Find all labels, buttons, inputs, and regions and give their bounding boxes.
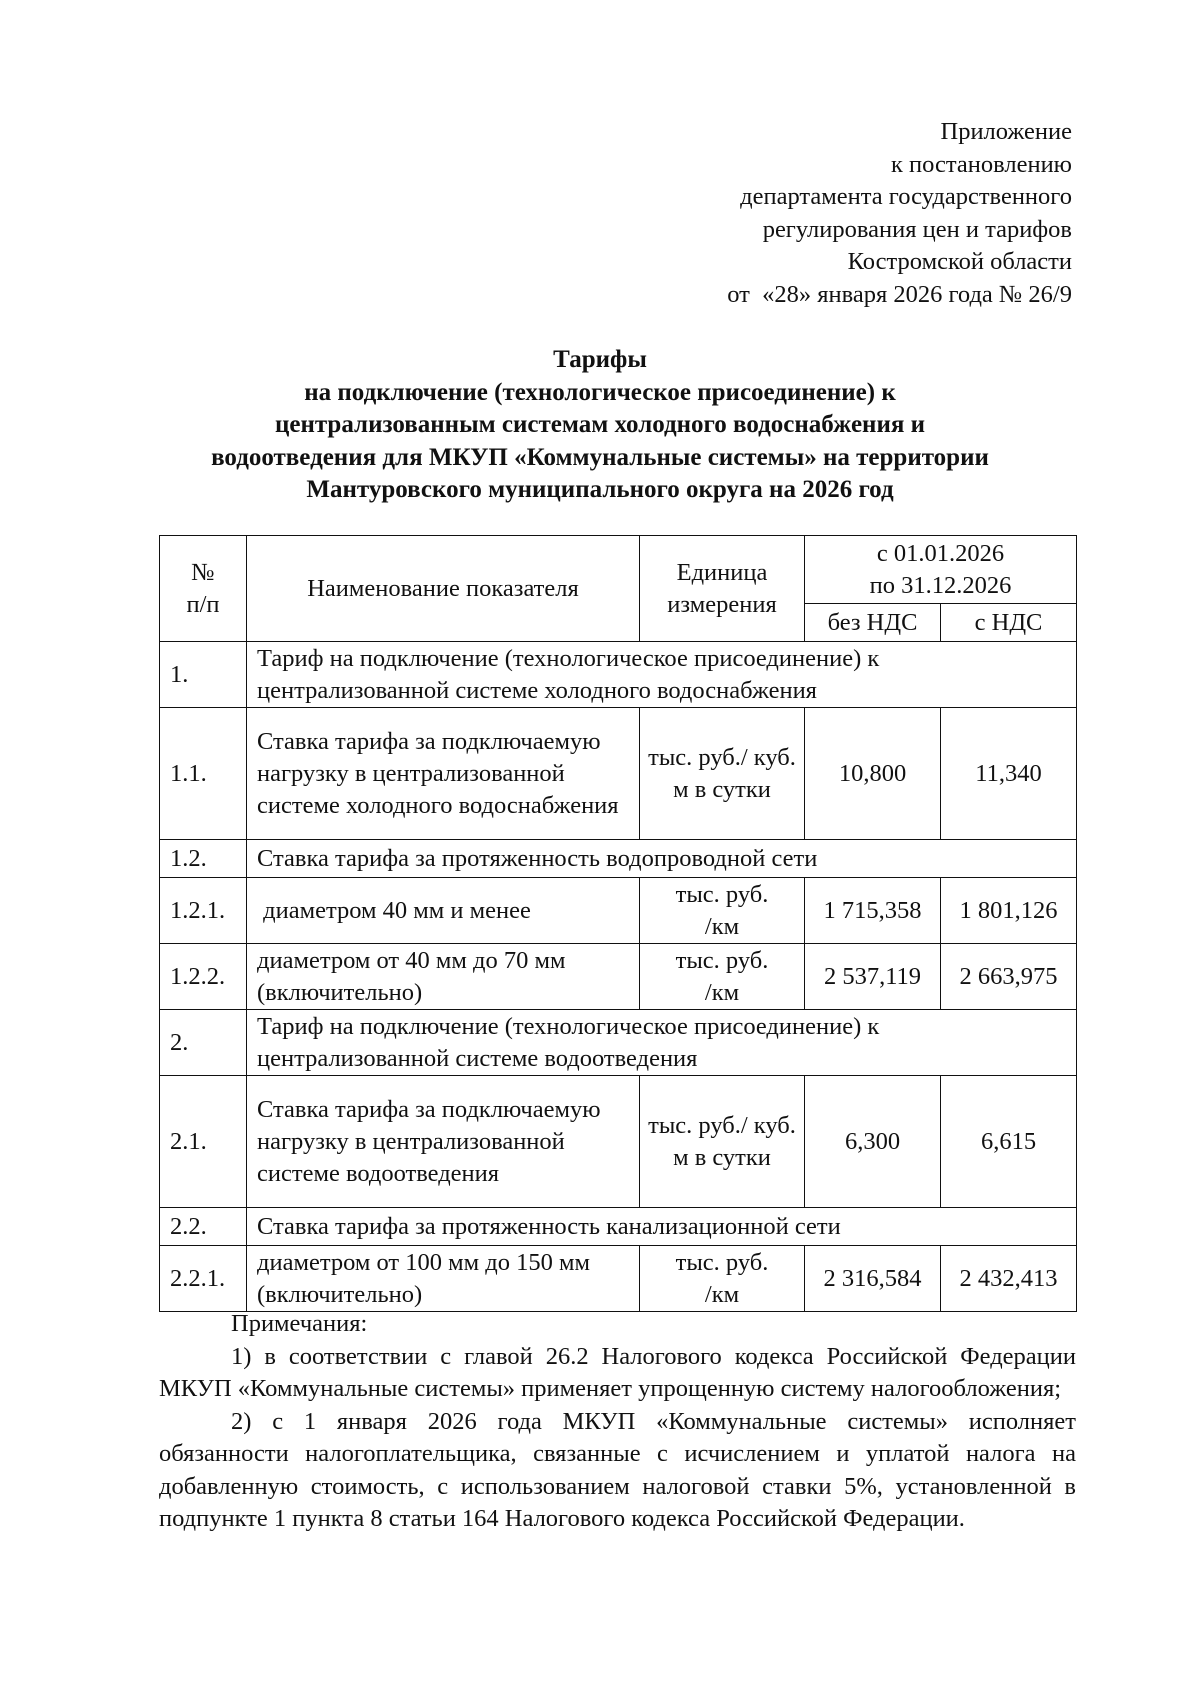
title-line: Мантуровского муниципального округа на 2026 год [306, 476, 894, 503]
row-unit: тыс. руб./ куб. м в сутки [640, 1076, 805, 1208]
note-item: 1) в соответствии с главой 26.2 Налогового кодекса Российской Федерации МКУП «Коммунальные системы» применяет упрощенную систему налогообложения; [159, 1342, 1076, 1402]
table-row [160, 1076, 1077, 1208]
row-num: 1.2. [160, 840, 247, 878]
appendix-line: к постановлению [891, 150, 1072, 178]
row-num: 2. [160, 1010, 247, 1076]
table-row [160, 1010, 1077, 1076]
row-with-vat: 2 663,975 [941, 944, 1077, 1010]
title-line: водоотведения для МКУП «Коммунальные системы» на территории [211, 443, 989, 471]
row-no-vat: 6,300 [805, 1076, 941, 1208]
row-unit: тыс. руб./ куб. м в сутки [640, 708, 805, 840]
tariff-table [159, 535, 1077, 1312]
row-num: 2.1. [160, 1076, 247, 1208]
row-name: диаметром от 100 мм до 150 мм (включительно) [247, 1246, 640, 1312]
notes-heading: Примечания: [231, 1310, 368, 1337]
row-no-vat: 2 537,119 [805, 944, 941, 1010]
header-with-vat: с НДС [941, 604, 1077, 642]
table-row [160, 708, 1077, 840]
document-title [150, 344, 1050, 507]
row-name: Ставка тарифа за подключаемую нагрузку в централизованной системе холодного водоснабжения [247, 708, 640, 840]
title-line: централизованным системам холодного водоснабжения и [274, 411, 926, 438]
header-name: Наименование показателя [247, 536, 640, 642]
notes-block [159, 1308, 1076, 1536]
table-row [160, 840, 1077, 878]
row-name: диаметром от 40 мм до 70 мм (включительно) [247, 944, 640, 1010]
row-with-vat: 6,615 [941, 1076, 1077, 1208]
row-name: Тариф на подключение (технологическое присоединение) к централизованной системе холодного водоснабжения [247, 642, 1077, 708]
row-no-vat: 10,800 [805, 708, 941, 840]
header-period: с 01.01.2026 по 31.12.2026 [805, 536, 1077, 604]
row-num: 1.2.2. [160, 944, 247, 1010]
row-unit: тыс. руб. /км [640, 1246, 805, 1312]
row-unit: тыс. руб. /км [640, 878, 805, 944]
row-name: Ставка тарифа за протяженность водопроводной сети [247, 840, 1077, 878]
row-num: 2.2. [160, 1208, 247, 1246]
header-num: № п/п [160, 536, 247, 642]
row-name: Тариф на подключение (технологическое присоединение) к централизованной системе водоотведения [247, 1010, 1077, 1076]
row-num: 1. [160, 642, 247, 708]
table-row [160, 1246, 1077, 1312]
table-row [160, 944, 1077, 1010]
row-with-vat: 2 432,413 [941, 1246, 1077, 1312]
table-row [160, 642, 1077, 708]
appendix-line: департамента государственного [740, 183, 1072, 210]
row-with-vat: 11,340 [941, 708, 1077, 840]
row-name: Ставка тарифа за подключаемую нагрузку в централизованной системе водоотведения [247, 1076, 640, 1208]
row-num: 2.2.1. [160, 1246, 247, 1312]
table-row [160, 1208, 1077, 1246]
appendix-line: Костромской области [847, 248, 1072, 275]
header-no-vat: без НДС [805, 604, 941, 642]
header-unit: Единица измерения [640, 536, 805, 642]
row-name: Ставка тарифа за протяженность канализационной сети [247, 1208, 1077, 1246]
appendix-line: Приложение [940, 118, 1072, 145]
row-no-vat: 2 316,584 [805, 1246, 941, 1312]
row-no-vat: 1 715,358 [805, 878, 941, 944]
table-header-row [160, 536, 1077, 604]
appendix-line: от «28» января 2026 года № 26/9 [727, 280, 1072, 308]
note-item: 2) с 1 января 2026 года МКУП «Коммунальные системы» исполняет обязанности налогоплательщика, связанные с исчислением и уплатой налога на добавленную стоимость, с использованием налоговой ставки 5%, установленной в подпункте 1 пункта 8 статьи 164 Налогового кодекса Российской Федерации. [159, 1407, 1076, 1532]
appendix-line: регулирования цен и тарифов [762, 215, 1072, 243]
row-unit: тыс. руб. /км [640, 944, 805, 1010]
row-name: диаметром 40 мм и менее [247, 878, 640, 944]
row-num: 1.1. [160, 708, 247, 840]
title-line: Тарифы [553, 346, 647, 373]
appendix-block [727, 116, 1072, 311]
row-num: 1.2.1. [160, 878, 247, 944]
title-line: на подключение (технологическое присоединение) к [304, 378, 896, 406]
table-row [160, 878, 1077, 944]
row-with-vat: 1 801,126 [941, 878, 1077, 944]
